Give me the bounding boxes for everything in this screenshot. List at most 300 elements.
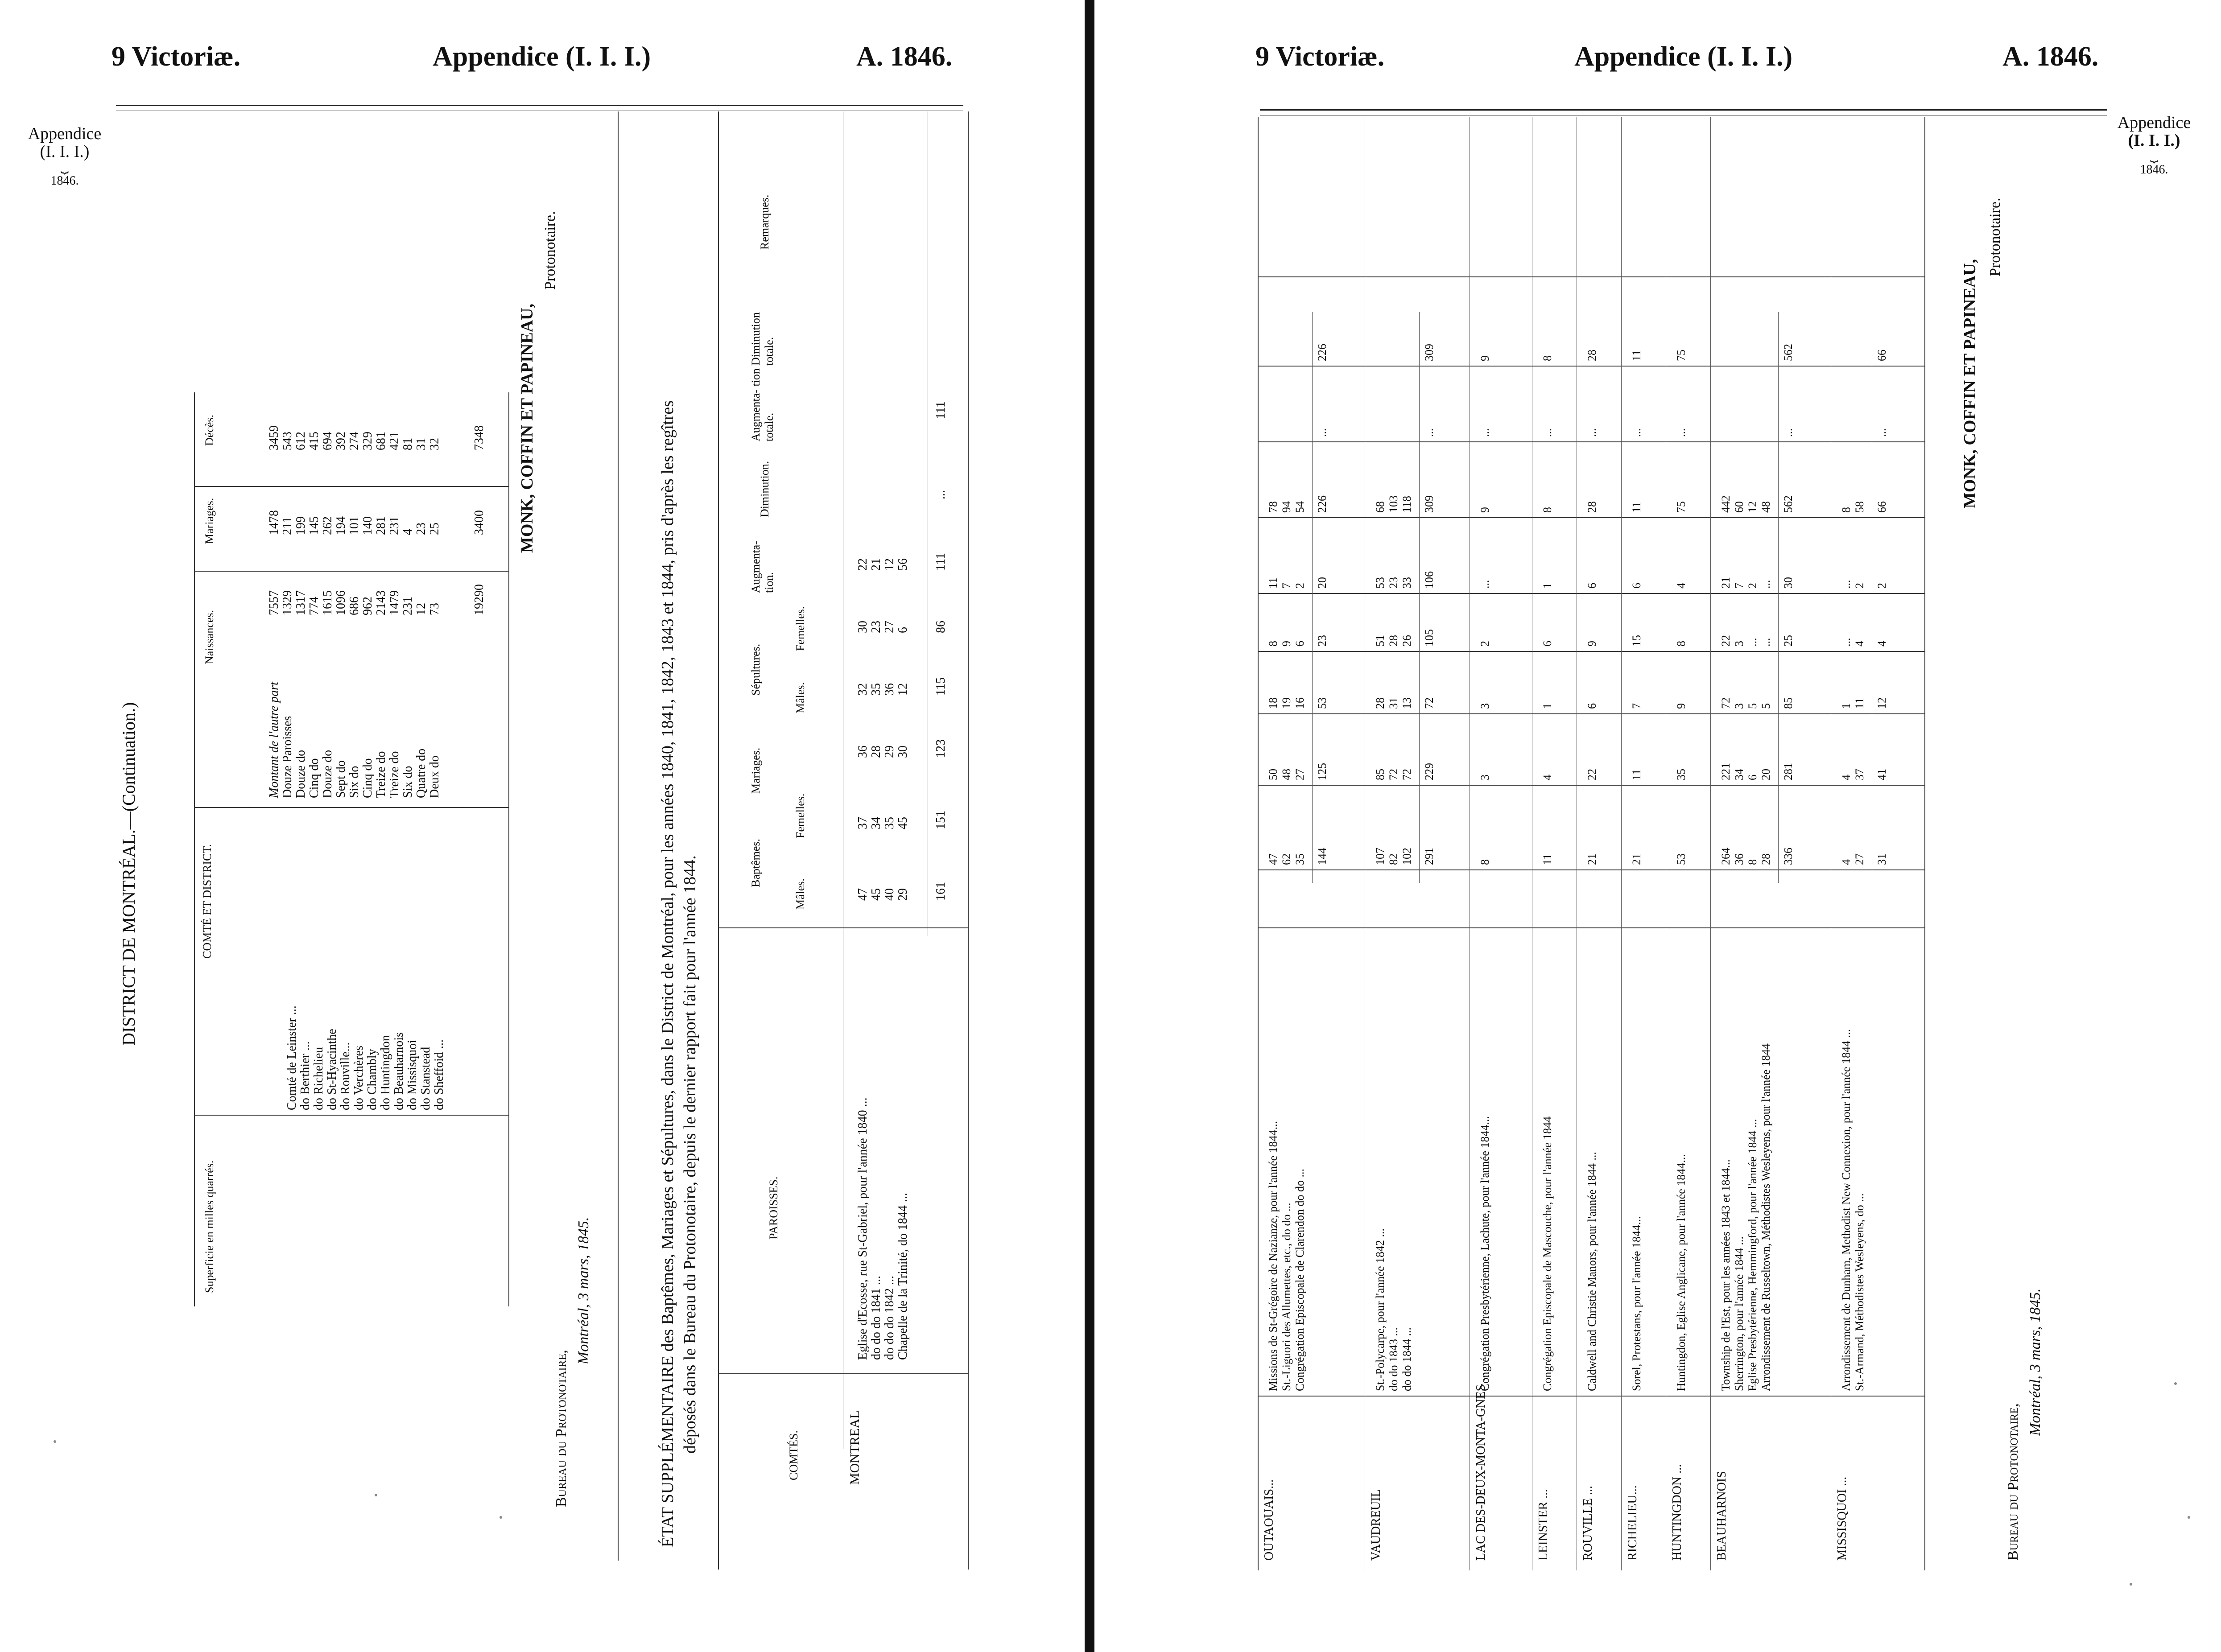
cell-aug: 442: [1719, 495, 1732, 513]
parish-entry: Eglise Presbytérienne, Hemmingford, pour l'année 1844 ...: [1746, 1119, 1759, 1391]
parish-entry: Huntingdon, Eglise Anglicane, pour l'année 1844...: [1675, 1154, 1688, 1391]
total-bm: 144: [1316, 848, 1329, 865]
parish-count-list: [268, 620, 442, 798]
right-page: [1148, 0, 2221, 1652]
t2-total-cell: 151: [934, 811, 948, 829]
t2-cell: 56: [896, 558, 910, 571]
speck: [2188, 1516, 2190, 1519]
county-name: do Missisquoi: [405, 1040, 419, 1110]
parish-count: Cinq do: [361, 758, 375, 798]
t2-header-baptemes: Baptêmes.: [749, 838, 762, 887]
cell-aug_totale: 75: [1675, 350, 1688, 361]
t2-cell: 34: [869, 817, 883, 829]
deaths-total-value: 7348: [472, 425, 486, 450]
marriages-value: 101: [347, 516, 361, 535]
header-rule: [1260, 109, 2107, 111]
cell-sm: 22: [1719, 635, 1732, 647]
births-value: 1317: [294, 590, 308, 615]
cell-sm: 2: [1478, 641, 1491, 647]
total-aug_totale: 309: [1423, 344, 1436, 361]
total-bf: 229: [1423, 763, 1436, 780]
total-bm: 291: [1423, 848, 1436, 865]
total-aug: 66: [1875, 501, 1888, 513]
cell-aug: 118: [1400, 495, 1413, 513]
cell-sf: 2: [1853, 583, 1866, 589]
signature-names: MONK, COFFIN ET PAPINEAU,: [518, 303, 537, 553]
cell-m: 5: [1759, 703, 1772, 709]
t2-header-femelles: Femelles.: [794, 793, 807, 838]
cell-sm: 6: [1541, 641, 1554, 647]
speck: [2174, 1382, 2177, 1385]
total-aug_totale: 226: [1316, 344, 1329, 361]
cell-m: 6: [1585, 703, 1598, 709]
t2-total-cell: 111: [934, 553, 948, 571]
cell-aug: 103: [1387, 495, 1400, 513]
cell-bm: 35: [1293, 853, 1306, 865]
cell-m: 5: [1746, 703, 1759, 709]
cell-bf: 20: [1759, 769, 1772, 780]
marriages-value: 262: [321, 516, 334, 535]
col-dim-rule: [1258, 441, 1924, 442]
county-name: do Verchères: [352, 1046, 366, 1110]
t2-parish: Chapelle de la Trinité, do 1844 ...: [896, 1193, 910, 1360]
margin-note: [20, 125, 109, 190]
t2-parish: do do do 1841 ...: [869, 1276, 883, 1360]
t2-total-sf: [934, 606, 948, 633]
table-left-border: [1258, 117, 1259, 1570]
total-aug: 226: [1316, 495, 1329, 513]
t2-header-aug-totale: Augmenta- tion totale.: [749, 368, 776, 441]
margin-note-ref: (I. I. I.): [40, 142, 90, 161]
district-table-title: DISTRICT DE MONTRÉAL.—(Continuation.): [119, 702, 139, 1046]
cell-aug: 54: [1293, 501, 1306, 513]
bureau-date: Montréal, 3 mars, 1845.: [575, 1217, 592, 1364]
header-regnal-year: 9 Victoriæ.: [1255, 41, 1385, 72]
cell-aug: 58: [1853, 501, 1866, 513]
births-value: 1479: [388, 590, 401, 615]
group-separator: [1710, 117, 1711, 1570]
t2-sep-males: [856, 669, 910, 696]
margin-brace: ⏟: [61, 159, 69, 173]
cell-dim: ...: [1478, 428, 1491, 437]
t2-cell: 12: [896, 683, 910, 696]
t2-header-dim-totale: Diminution totale.: [749, 312, 776, 366]
births-value: 686: [347, 597, 361, 615]
t2-total-m: [934, 731, 948, 758]
county-name: RICHELIEU...: [1626, 1485, 1639, 1561]
t2-sep-femelles: [856, 606, 910, 633]
t2-total-bf: [934, 803, 948, 829]
cell-sf: 4: [1675, 583, 1688, 589]
cell-aug: 11: [1630, 501, 1643, 513]
t2-header-remarques: Remarques.: [758, 194, 771, 250]
bureau-line: Bureau du Protonotaire,: [2005, 1403, 2021, 1561]
t2-parish: do do do 1842 ...: [883, 1276, 896, 1360]
cell-bf: 34: [1733, 769, 1746, 780]
header-area: Superficie en milles quarrés.: [203, 1160, 216, 1293]
t2-cell: 35: [869, 683, 883, 696]
t2-parish: Eglise d'Ecosse, rue St-Gabriel, pour l'année 1840 ...: [856, 1097, 870, 1360]
county-name: do Sheffoid ...: [432, 1039, 446, 1110]
table-right-border: [1924, 117, 1925, 1570]
cell-bm: 11: [1541, 853, 1554, 865]
signature-title: Protonotaire.: [1987, 198, 2003, 276]
col-bf-rule: [1258, 785, 1924, 786]
marriages-value: 1478: [267, 510, 281, 535]
t2-cell: 29: [896, 888, 910, 901]
cell-bf: 72: [1400, 769, 1413, 780]
cell-bf: 27: [1293, 769, 1306, 780]
marriages-value: 25: [428, 523, 442, 535]
total-rule: [1778, 312, 1779, 883]
deaths-value: 3459: [267, 425, 281, 450]
cell-m: 31: [1387, 697, 1400, 709]
deaths-value: 31: [414, 438, 428, 450]
parish-count: Montant de l'autre part: [267, 682, 281, 798]
total-sm: 23: [1316, 635, 1329, 647]
total-sf: 30: [1782, 577, 1795, 589]
t2-cell: 40: [883, 888, 896, 901]
county-list: [285, 807, 446, 1110]
cell-bm: 47: [1267, 853, 1280, 865]
margin-note-year: 1846.: [2140, 163, 2168, 177]
births-value: 12: [414, 603, 428, 615]
cell-sm: ...: [1746, 638, 1759, 647]
deaths-value: 415: [307, 432, 321, 450]
total-aug_totale: 562: [1782, 344, 1795, 361]
county-name: do Berthier ...: [298, 1041, 312, 1110]
t2-header-sep-males: Mâles.: [794, 682, 807, 713]
cell-dim: ...: [1541, 428, 1554, 437]
county-name: do Chambly: [365, 1049, 379, 1110]
parish-count: Quatre do: [414, 748, 428, 798]
cell-aug: 8: [1541, 507, 1554, 513]
cell-bf: 85: [1374, 769, 1387, 780]
cell-sm: 9: [1280, 641, 1293, 647]
col-augt-rule: [1258, 366, 1924, 367]
total-m: 72: [1423, 697, 1436, 709]
cell-aug: 28: [1585, 501, 1598, 513]
t2-total-sm: [934, 669, 948, 696]
county-name: do Huntingdon: [379, 1035, 392, 1110]
deaths-value: 392: [334, 432, 348, 450]
total-m: 85: [1782, 697, 1795, 709]
total-sf: 2: [1875, 583, 1888, 589]
cell-dim: ...: [1585, 428, 1598, 437]
cell-m: 28: [1374, 697, 1387, 709]
parish-count: Six do: [347, 766, 361, 798]
t2-county-montreal: MONTREAL: [847, 1410, 862, 1485]
cell-bm: 8: [1746, 859, 1759, 865]
t2-parish-list: [856, 932, 910, 1360]
col-sm-rule: [1258, 651, 1924, 652]
t2-cell: 30: [856, 621, 870, 633]
parish-column-rule: [1258, 927, 1924, 928]
cell-aug_totale: 8: [1541, 355, 1554, 361]
marriages-total-value: 3400: [472, 510, 486, 535]
cell-bm: 21: [1630, 853, 1643, 865]
marriages-value: 23: [414, 523, 428, 535]
parish-entry: St.-Polycarpe, pour l'année 1842 ...: [1374, 1228, 1387, 1391]
births-value: 962: [361, 597, 375, 615]
t2-augmentation: [856, 544, 910, 571]
t2-cell: 36: [883, 683, 896, 696]
cell-sf: 11: [1267, 577, 1280, 589]
births-value: 231: [401, 597, 415, 615]
bureau-line: Bureau du Protonotaire,: [553, 1350, 570, 1507]
cell-dim: ...: [1630, 428, 1643, 437]
cell-aug: 78: [1267, 501, 1280, 513]
cell-m: 7: [1630, 703, 1643, 709]
county-name: ROUVILLE ...: [1581, 1486, 1595, 1561]
cell-bf: 50: [1267, 769, 1280, 780]
bureau-date: Montréal, 3 mars, 1845.: [2027, 1288, 2043, 1436]
header-county-district: COMTÉ ET DISTRICT.: [201, 844, 214, 959]
cell-aug_totale: 28: [1585, 350, 1598, 361]
total-dim: ...: [1782, 428, 1795, 437]
table2-left-border: [718, 111, 719, 1570]
header-marriages: Mariages.: [203, 498, 216, 544]
t2-total-aug: [934, 544, 948, 571]
t2-total-cell: ...: [934, 490, 948, 499]
county-name: BEAUHARNOIS: [1715, 1471, 1729, 1561]
cell-aug: 12: [1746, 501, 1759, 513]
table2-title-line2: déposés dans le Bureau du Protonotaire, depuis le dernier rapport fait pour l'année 1844.: [681, 855, 699, 1454]
table1-left-border: [194, 392, 195, 1306]
marriages-column: [268, 495, 442, 535]
deaths-value: 543: [281, 432, 294, 450]
margin-note-year: 1846.: [50, 174, 79, 188]
births-total: [473, 575, 486, 615]
marriages-total: [473, 495, 486, 535]
t2-header-comtes: COMTÉS.: [787, 1430, 800, 1480]
cell-sf: ...: [1759, 580, 1772, 589]
t2-total-cell: 161: [934, 882, 948, 901]
t2-total-cell: 123: [934, 739, 948, 758]
signature-names: MONK, COFFIN ET PAPINEAU,: [1961, 259, 1979, 508]
total-sm: 105: [1423, 629, 1436, 647]
cell-bf: 4: [1840, 775, 1853, 780]
cell-sm: 4: [1853, 641, 1866, 647]
group-separator: [1621, 117, 1622, 1570]
cell-bm: 28: [1759, 853, 1772, 865]
parish-entry: Caldwell and Christie Manors, pour l'année 1844 ...: [1585, 1152, 1598, 1391]
cell-aug: 8: [1840, 507, 1853, 513]
births-value: 1615: [321, 590, 334, 615]
col-dimt-rule: [1258, 276, 1924, 277]
cell-aug: 75: [1675, 501, 1688, 513]
cell-sf: ...: [1840, 580, 1853, 589]
marriages-value: 4: [401, 529, 415, 535]
deaths-total: [473, 410, 486, 450]
cell-bm: 264: [1719, 848, 1732, 865]
margin-brace: ⏟: [2150, 148, 2158, 162]
births-value: 1096: [334, 590, 348, 615]
county-name: do Richelieu: [312, 1046, 326, 1110]
t2-total-bm: [934, 874, 948, 901]
total-dim: ...: [1316, 428, 1329, 437]
total-aug_totale: 66: [1875, 350, 1888, 361]
total-rule: [1419, 312, 1420, 883]
cell-sm: ...: [1840, 638, 1853, 647]
parish-entry: St.-Armand, Méthodistes Wesleyens, do ...: [1853, 1193, 1866, 1391]
signature-title: Protonotaire.: [542, 211, 558, 290]
county-name: LEINSTER ...: [1536, 1489, 1550, 1561]
county-name: do Rouville...: [339, 1042, 352, 1110]
marriages-value: 194: [334, 516, 348, 535]
table2-right-border: [968, 111, 969, 1570]
cell-bm: 102: [1400, 848, 1413, 865]
header-year: A. 1846.: [856, 41, 953, 72]
cell-sm: 6: [1293, 641, 1306, 647]
county-name: Comté de Leinster ...: [285, 1005, 299, 1110]
t2-mariages: [856, 731, 910, 758]
header-appendix: Appendice (I. I. I.): [1574, 41, 1793, 72]
cell-dim: ...: [1675, 428, 1688, 437]
marriages-value: 140: [361, 516, 375, 535]
cell-sf: 2: [1746, 583, 1759, 589]
cell-m: 1: [1541, 703, 1554, 709]
cell-m: 16: [1293, 697, 1306, 709]
table1-right-border: [508, 392, 509, 1306]
t2-header-augmentation: Augmenta- tion.: [749, 541, 776, 593]
t2-cell: 35: [883, 817, 896, 829]
cell-sm: 28: [1387, 635, 1400, 647]
total-sf: 106: [1423, 571, 1436, 589]
cell-sm: 9: [1585, 641, 1598, 647]
t2-cell: 21: [869, 558, 883, 571]
total-dim: ...: [1875, 428, 1888, 437]
cell-aug_totale: 11: [1630, 350, 1643, 361]
cell-bf: 37: [1853, 769, 1866, 780]
margin-note-label: Appendice: [2117, 113, 2191, 132]
county-name: OUTAOUAIS...: [1262, 1479, 1276, 1561]
total-sm: 4: [1875, 641, 1888, 647]
cell-bm: 27: [1853, 853, 1866, 865]
parish-count: Sept do: [334, 760, 348, 798]
marriages-value: 145: [307, 516, 321, 535]
parish-entry: Arrondissement de Russeltown, Méthodistes Wesleyens, pour l'année 1844: [1759, 1043, 1772, 1391]
parish-count: Douze do: [321, 750, 334, 798]
cell-sm: 26: [1400, 635, 1413, 647]
cell-bm: 82: [1387, 853, 1400, 865]
t2-cell: 47: [856, 888, 870, 901]
t2-header-mariages: Mariages.: [749, 747, 762, 794]
parish-count: Treize do: [374, 751, 388, 798]
margin-note-label: Appendice: [28, 124, 102, 143]
t2-cell: 36: [856, 746, 870, 758]
total-bm: 336: [1782, 848, 1795, 865]
births-value: 1329: [281, 590, 294, 615]
deaths-value: 612: [294, 432, 308, 450]
table1-divider-marriages: [194, 486, 508, 487]
t2-cell: 12: [883, 558, 896, 571]
t2-cell: 28: [869, 746, 883, 758]
cell-m: 11: [1853, 697, 1866, 709]
parish-count: Cinq do: [307, 758, 321, 798]
cell-bm: 62: [1280, 853, 1293, 865]
parish-entry: do do 1844 ...: [1400, 1327, 1413, 1391]
cell-m: 72: [1719, 697, 1732, 709]
cell-aug_totale: 9: [1478, 355, 1491, 361]
header-regnal-year: 9 Victoriæ.: [111, 41, 241, 72]
total-rule: [1312, 312, 1313, 883]
cell-sf: 6: [1630, 583, 1643, 589]
cell-sf: 2: [1293, 583, 1306, 589]
table1-divider-births: [194, 571, 508, 572]
cell-sf: 23: [1387, 577, 1400, 589]
births-value: 73: [428, 603, 442, 615]
cell-sf: 53: [1374, 577, 1387, 589]
t2-cell: 32: [856, 683, 870, 696]
births-value: 2143: [374, 590, 388, 615]
county-name: LAC DES-DEUX-MONTA-GNES ...: [1474, 1372, 1488, 1561]
cell-m: 13: [1400, 697, 1413, 709]
births-column: [268, 575, 442, 615]
col-bm-rule: [1258, 869, 1924, 870]
t2-total-aug-totale: [934, 392, 948, 419]
cell-sf: 6: [1585, 583, 1598, 589]
county-name: do Stanstead: [419, 1046, 433, 1110]
cell-bm: 21: [1585, 853, 1598, 865]
county-name: do St-Hyacinthe: [325, 1029, 339, 1110]
marriages-value: 231: [388, 516, 401, 535]
total-bm: 31: [1875, 853, 1888, 865]
cell-sm: 15: [1630, 635, 1643, 647]
cell-sm: ...: [1759, 638, 1772, 647]
total-bf: 41: [1875, 769, 1888, 780]
cell-sf: ...: [1478, 580, 1491, 589]
cell-bf: 221: [1719, 763, 1732, 780]
speck: [54, 1440, 56, 1443]
t2-total-cell: 86: [934, 621, 948, 633]
col-aug-rule: [1258, 517, 1924, 518]
cell-bf: 3: [1478, 775, 1491, 780]
deaths-value: 329: [361, 432, 375, 450]
parish-count: Deux do: [428, 755, 442, 798]
cell-bf: 35: [1675, 769, 1688, 780]
deaths-value: 681: [374, 432, 388, 450]
cell-sm: 8: [1267, 641, 1280, 647]
parish-count: Douze Paroisses: [281, 716, 294, 798]
t2-cell: 29: [883, 746, 896, 758]
cell-sm: 51: [1374, 635, 1387, 647]
t2-total-dim: [934, 473, 948, 499]
header-appendix: Appendice (I. I. I.): [433, 41, 651, 72]
cell-m: 19: [1280, 697, 1293, 709]
total-bf: 125: [1316, 763, 1329, 780]
deaths-value: 694: [321, 432, 334, 450]
gutter-shadow: [1085, 0, 1094, 1652]
total-sm: 25: [1782, 635, 1795, 647]
county-name: VAUDREUIL: [1369, 1489, 1383, 1561]
county-name: HUNTINGDON ...: [1670, 1464, 1684, 1561]
cell-m: 3: [1478, 703, 1491, 709]
t2-header-sep-femelles: Femelles.: [794, 606, 807, 651]
total-aug: 562: [1782, 495, 1795, 513]
parish-count: Treize do: [388, 751, 401, 798]
parish-entry: Sorel, Protestans, pour l'année 1844...: [1630, 1216, 1643, 1391]
t2-header-paroisses: PAROISSES.: [767, 1176, 780, 1240]
t2-cell: 45: [896, 817, 910, 829]
total-m: 53: [1316, 697, 1329, 709]
col-m-rule: [1258, 713, 1924, 714]
parish-count: Six do: [401, 766, 415, 798]
cell-bf: 11: [1630, 769, 1643, 780]
cell-sf: 33: [1400, 577, 1413, 589]
t2-cell: 22: [856, 558, 870, 571]
cell-aug: 68: [1374, 501, 1387, 513]
